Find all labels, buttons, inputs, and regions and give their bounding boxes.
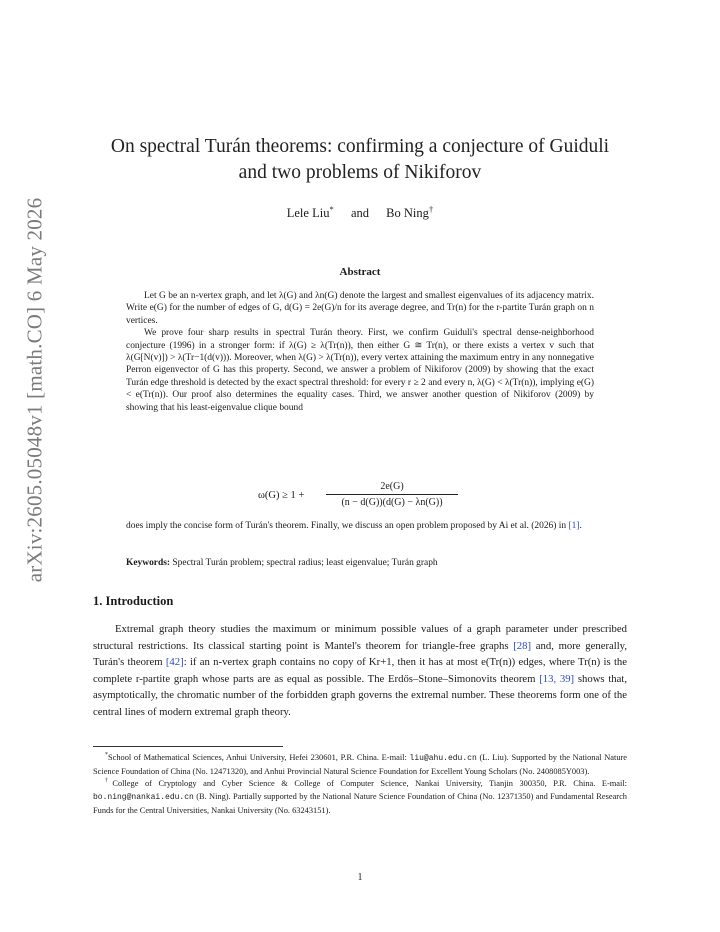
citation-link-42[interactable]: [42] (165, 656, 184, 668)
intro-text-b: and, more generally, Turán's theorem (93, 639, 628, 668)
author-conjunction: and (350, 206, 370, 220)
footnote-ning-text-b: (B. Ning). Partially supported by the National Nature Science Foundation of China (No. 12371350) and Fundamental Research Funds for the Central Universities, Nankai University (No. 63243151). (93, 792, 627, 815)
footnote-liu-email[interactable]: liu@ahu.edu.cn (409, 754, 477, 763)
formula-denominator: (n − d(G))(d(G) − λn(G)) (341, 497, 443, 508)
footnotes (93, 752, 627, 818)
footnote-liu (93, 752, 627, 778)
author-list (90, 203, 630, 221)
intro-text-c: : if an n-vertex graph contains no copy of Kr+1, then it has at most e(Tr(n)) edges, where Tr(n) is the complete r-partite graph whose parts are as equal as possible. The Erdős–Stone–Simonovits theorem (93, 656, 628, 685)
keywords-list: Spectral Turán problem; spectral radius; least eigenvalue; Turán graph (172, 558, 438, 568)
abstract-paragraph-3-end: . (579, 521, 582, 531)
clique-bound-formula (126, 481, 594, 515)
footnote-liu-text-b: (L. Liu). Supported by the National Nature Science Foundation of China (No. 12471320), and Anhui Provincial Natural Science Foundation for Excellent Young Scholars (No. 2408085Y003). (93, 753, 628, 776)
author-ning: Bo Ning (386, 206, 429, 220)
paper-title (90, 134, 630, 186)
author-liu: Lele Liu (286, 206, 330, 220)
abstract-heading: Abstract (339, 266, 381, 278)
formula-fraction (322, 481, 462, 508)
footnote-ning (93, 778, 627, 817)
abstract-paragraph-1: Let G be an n-vertex graph, and let λ(G) and λn(G) denote the largest and smallest eigenvalues of its adjacency matrix. Write e(G) for the number of edges of G, d(G) = 2e(G)/n for its average degree, and Tr(n) for the r-partite Turán graph on n vertices. (126, 291, 594, 326)
author-liu-mark: * (329, 203, 334, 214)
title-line-2: and two problems of Nikiforov (238, 162, 482, 183)
abstract-paragraph-3 (126, 520, 594, 532)
footnote-ning-text-a: College of Cryptology and Cyber Science & College of Computer Science, Nankai University, Tianjin 300350, P.R. China. E-mail: (112, 779, 628, 789)
abstract-continuation (126, 520, 594, 532)
page-number: 1 (357, 872, 363, 883)
author-ning-mark: † (428, 203, 434, 214)
citation-link-1[interactable]: [1] (568, 521, 580, 531)
footnote-divider (93, 746, 283, 747)
introduction-body (93, 621, 627, 720)
section-heading-introduction: 1. Introduction (93, 594, 174, 608)
title-line-1: On spectral Turán theorems: confirming a conjecture of Guiduli (110, 136, 610, 157)
keywords-line (126, 558, 594, 568)
formula-lhs: ω(G) ≥ 1 + (258, 490, 305, 501)
footnote-ning-email[interactable]: bo.ning@nankai.edu.cn (93, 793, 194, 803)
introduction-paragraph (93, 621, 627, 720)
arxiv-sidebar-stamp (18, 95, 52, 685)
footnote-liu-mark: * (105, 752, 108, 759)
citation-link-13-39[interactable]: [13, 39] (539, 672, 575, 685)
arxiv-identifier: arXiv:2605.05048v1 [math.CO] 6 May 2026 (22, 197, 47, 583)
formula-numerator: 2e(G) (380, 481, 404, 492)
keywords-label: Keywords: (126, 558, 171, 568)
abstract-paragraph-2: We prove four sharp results in spectral Turán theory. First, we confirm Guiduli's spectral dense-neighborhood conjecture (1996) in a stronger form: if λ(G) ≥ λ(Tr(n)), then either G ≅ Tr(n), or there exists a vertex v such that λ(G[N(v)]) > λ(Tr−1(d(v))). Moreover, when λ(G) > λ(Tr(n)), every vertex attaining the maximum entry in any nonnegative Perron eigenvector of G has this property. Second, we answer a problem of Nikiforov (2009) by showing that the exact Turán edge threshold is detected by the exact spectral threshold: for every r ≥ 2 and every n, λ(G) < λ(Tr(n)), implying e(G) < e(Tr(n)). Our proof also determines the equality cases. Third, we answer another question of Nikiforov (2009) by showing that his least-eigenvalue clique bound (126, 328, 594, 413)
footnote-liu-text-a: School of Mathematical Sciences, Anhui University, Hefei 230601, P.R. China. E-mail: (107, 753, 407, 762)
intro-text-d: shows that, asymptotically, the chromatic number of the forbidden graph governs the extremal number. These theorems form one of the central lines of modern extremal graph theory. (93, 672, 628, 718)
footnote-ning-mark: † (105, 778, 113, 785)
citation-link-28[interactable]: [28] (513, 639, 532, 652)
abstract-paragraph-3-text: does imply the concise form of Turán's theorem. Finally, we discuss an open problem proposed by Ai et al. (2026) in (126, 521, 567, 531)
intro-text-a: Extremal graph theory studies the maximum or minimum possible values of a graph parameter under prescribed structural restrictions. Its classical starting point is Mantel's theorem for triangle-free graphs (93, 623, 627, 652)
abstract-body (126, 290, 594, 414)
